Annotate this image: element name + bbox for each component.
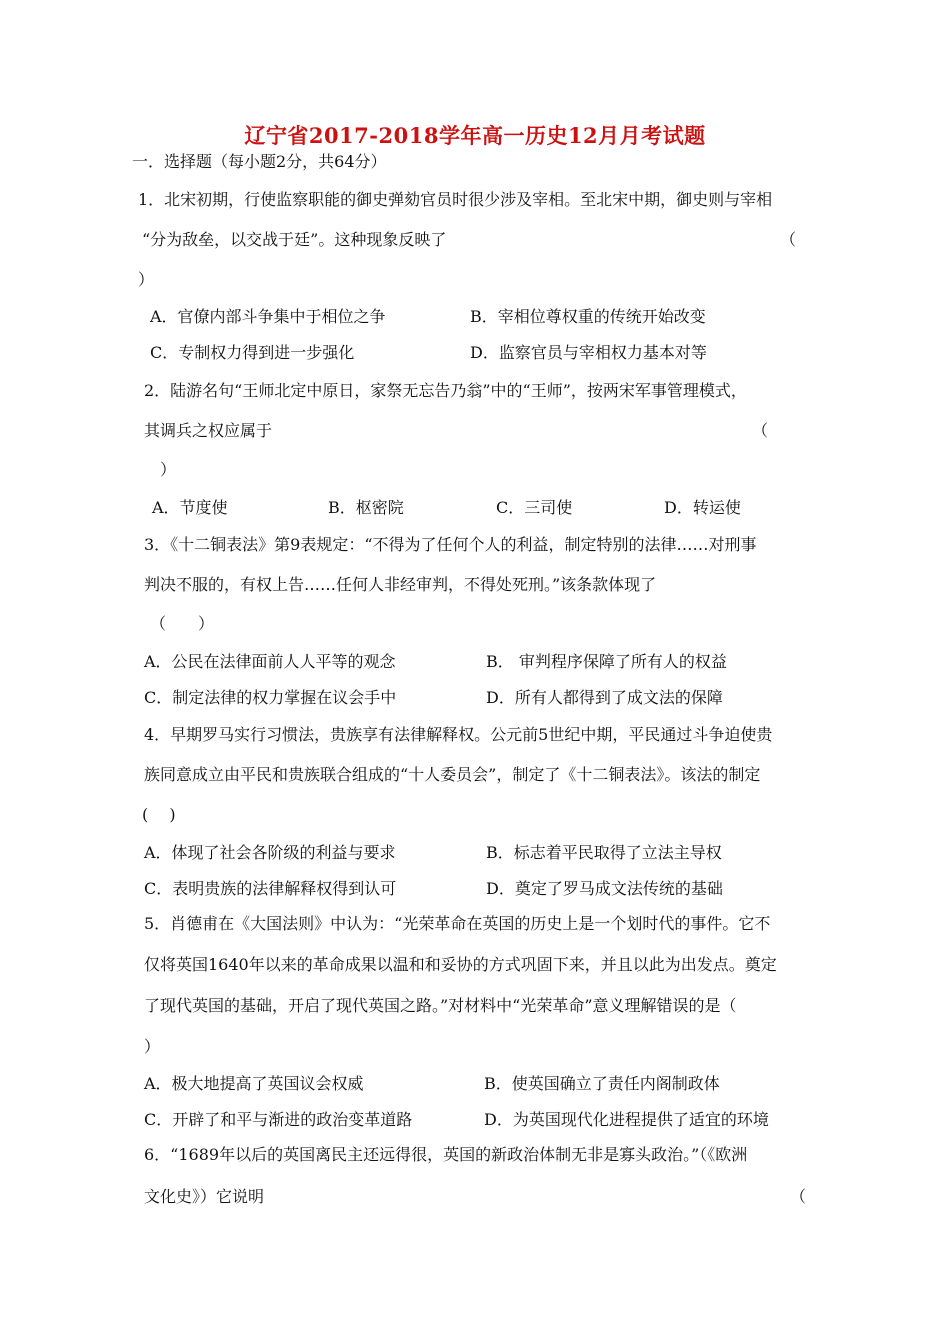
question-1-option-d: D．监察官员与宰相权力基本对等 [470,343,707,362]
question-5-line-3: 了现代英国的基础，开启了现代英国之路。”对材料中“光荣革命”意义理解错误的是（ [144,996,737,1015]
page-title: 辽宁省2017-2018学年高一历史12月月考试题 [244,123,706,148]
question-5-option-c: C．开辟了和平与渐进的政治变革道路 [144,1110,413,1129]
question-1-option-c: C．专制权力得到进一步强化 [150,343,355,362]
question-1-option-a: A．官僚内部斗争集中于相位之争 [150,307,386,326]
question-5-option-d: D．为英国现代化进程提供了适宜的环境 [484,1110,769,1129]
question-1-line-2: “分为敌垒，以交战于廷”。这种现象反映了 [142,230,447,249]
question-2-option-d: D．转运使 [664,498,741,517]
question-3-option-d: D．所有人都得到了成文法的保障 [486,688,723,707]
answer-paren-close: ） [138,270,155,289]
question-2-line-1: 2．陆游名句“王师北定中原日，家祭无忘告乃翁”中的“王师”，按两宋军事管理模式， [144,381,747,400]
question-6-line-1: 6．“1689年以后的英国离民主还远得很，英国的新政治体制无非是寡头政治。”（《欧洲 [144,1145,748,1164]
answer-paren-close: ） [160,460,177,479]
answer-paren-open: （ [780,230,797,249]
question-5-line-2: 仅将英国1640年以来的革命成果以温和和妥协的方式巩固下来，并且以此为出发点。奠定 [144,955,777,974]
question-5-option-a: A．极大地提高了英国议会权威 [144,1074,364,1093]
question-3-line-1: 3．《十二铜表法》第9表规定：“不得为了任何个人的利益，制定特别的法律……对刑事 [144,535,757,554]
question-5-option-b: B．使英国确立了责任内阁制政体 [484,1074,720,1093]
section-heading: 一．选择题（每小题2分，共64分） [132,152,387,171]
question-2-option-b: B．枢密院 [328,498,404,517]
question-1-option-b: B．宰相位尊权重的传统开始改变 [470,307,706,326]
question-1-line-1: 1．北宋初期，行使监察职能的御史弹劾官员时很少涉及宰相。至北宋中期，御史则与宰相 [138,190,773,209]
question-4-option-d: D．奠定了罗马成文法传统的基础 [486,879,723,898]
question-3-line-2: 判决不服的，有权上告……任何人非经审判，不得处死刑。”该条款体现了 [144,575,657,594]
answer-paren: ( ) [142,805,176,824]
question-3-option-a: A．公民在法律面前人人平等的观念 [144,652,396,671]
question-3-option-c: C．制定法律的权力掌握在议会手中 [144,688,397,707]
answer-paren-open: （ [790,1187,807,1206]
question-6-line-2: 文化史》）它说明 [144,1187,265,1206]
question-5-line-1: 5．肖德甫在《大国法则》中认为：“光荣革命在英国的历史上是一个划时代的事件。它不 [144,914,771,933]
question-3-option-b: B． 审判程序保障了所有人的权益 [486,652,727,671]
question-4-option-b: B．标志着平民取得了立法主导权 [486,843,722,862]
answer-paren-close: ） [144,1037,161,1056]
question-2-option-c: C．三司使 [496,498,573,517]
question-2-option-a: A．节度使 [152,498,228,517]
question-4-line-2: 族同意成立由平民和贵族联合组成的“十人委员会”，制定了《十二铜表法》。该法的制定 [144,765,761,784]
question-4-option-a: A．体现了社会各阶级的利益与要求 [144,843,396,862]
answer-paren-open: （ [752,421,769,440]
question-4-line-1: 4．早期罗马实行习惯法，贵族享有法律解释权。公元前5世纪中期，平民通过斗争迫使贵 [144,725,773,744]
question-2-line-2: 其调兵之权应属于 [144,421,273,440]
answer-paren: （ ） [150,614,215,633]
question-4-option-c: C．表明贵族的法律解释权得到认可 [144,879,397,898]
